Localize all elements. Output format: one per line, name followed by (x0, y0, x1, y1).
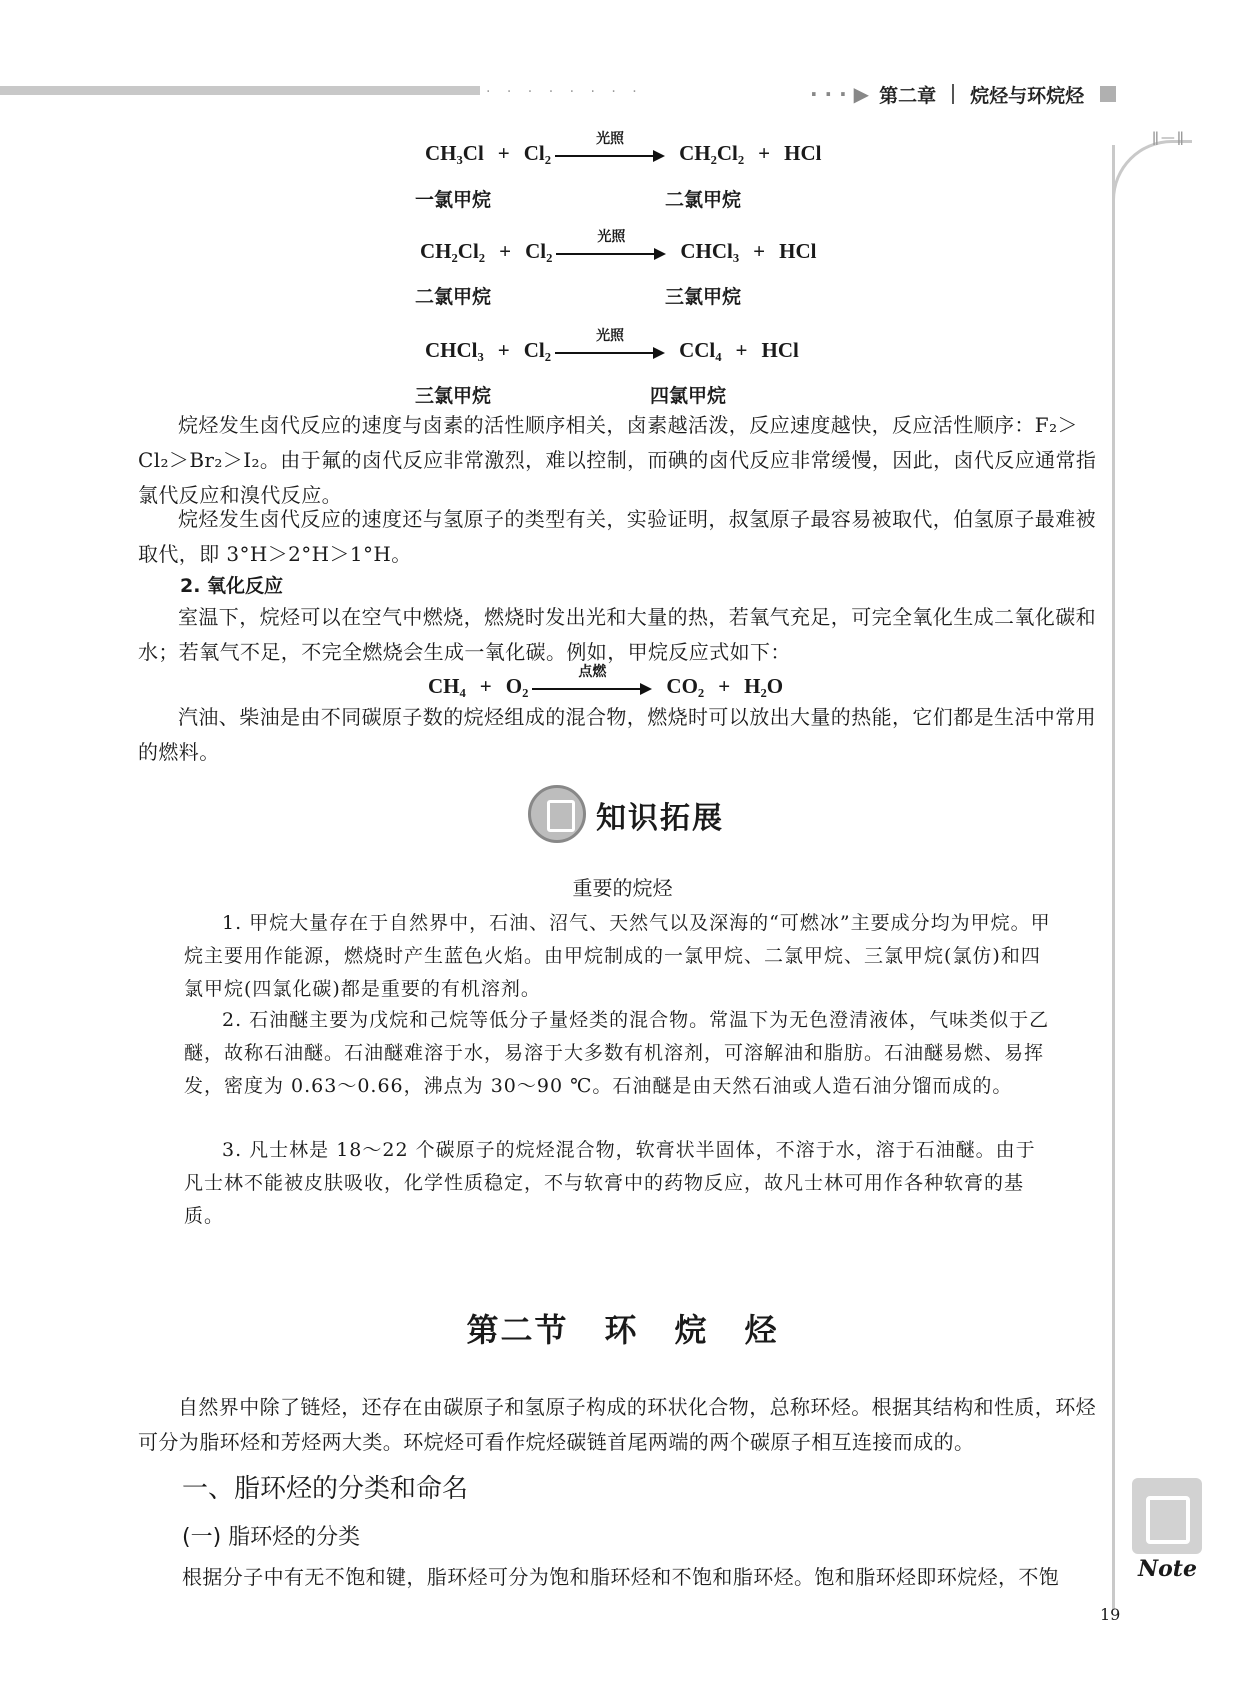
knowledge-item-1: 1. 甲烷大量存在于自然界中，石油、沼气、天然气以及深海的“可燃冰”主要成分均为甲烷。甲烷主要用作能源，燃烧时产生蓝色火焰。由甲烷制成的一氯甲烷、二氯甲烷、三氯甲烷(氯仿)和四氯甲烷(四氯化碳)都是重要的有机溶剂。 (184, 912, 1051, 1000)
note-icon (1132, 1478, 1202, 1554)
reaction-arrow: 点燃 (532, 673, 652, 699)
paragraph-fuels: 汽油、柴油是由不同碳原子数的烷烃组成的混合物，燃烧时可以放出大量的热能，它们都是生活中常用的燃料。 (138, 705, 1096, 764)
product: CO₂ (666, 674, 705, 698)
note-label: Note (1138, 1556, 1197, 1582)
product: CH₂Cl₂ (679, 141, 745, 165)
reactant: Cl₂ (525, 239, 553, 263)
header-dots: · · · · · · · · (486, 84, 643, 100)
plus-sign: + (758, 141, 771, 165)
reactant: Cl₂ (523, 141, 552, 165)
chapter-title: 烷烃与环烷烃 (970, 84, 1085, 107)
compound-name: 二氯甲烷 (665, 189, 742, 211)
compound-name: 一氯甲烷 (415, 189, 492, 211)
section-title: 第二节 环 烷 烃 (466, 1311, 779, 1349)
reaction-arrow: 光照 (555, 337, 665, 363)
knowledge-title: 知识拓展 (596, 801, 724, 836)
paragraph-combustion: 室温下，烷烃可以在空气中燃烧，燃烧时发出光和大量的热，若氧气充足，可完全氧化生成二氧化碳和水；若氧气不足，不完全燃烧会生成一氧化碳。例如，甲烷反应式如下： (138, 605, 1096, 664)
knowledge-icon (528, 785, 586, 843)
product: HCl (784, 141, 822, 165)
reactant: CH₂Cl₂ (420, 239, 486, 263)
plus-sign: + (735, 338, 748, 362)
section-intro: 自然界中除了链烃，还存在由碳原子和氢原子构成的环状化合物，总称环烃。根据其结构和性质，环烃可分为脂环烃和芳烃两大类。环烷烃可看作烷烃碳链首尾两端的两个碳原子相互连接而成的。 (138, 1395, 1096, 1454)
knowledge-subtitle: 重要的烷烃 (572, 876, 673, 900)
plus-sign: + (499, 239, 512, 263)
chevron-right-icon: · · · ▶ (810, 82, 870, 106)
running-header (810, 80, 1150, 108)
header-bar (0, 86, 480, 95)
reactant: CHCl₃ (425, 338, 484, 362)
reaction-1 (425, 131, 822, 166)
header-divider (952, 84, 954, 104)
reactant: CH₄ (428, 674, 466, 698)
margin-curve (1112, 140, 1192, 200)
reaction-3 (425, 328, 799, 363)
last-line: 根据分子中有无不饱和键，脂环烃可分为饱和脂环烃和不饱和脂环烃。饱和脂环烃即环烷烃，不饱 (182, 1565, 1060, 1589)
plus-sign: + (753, 239, 766, 263)
compound-name: 三氯甲烷 (665, 286, 742, 308)
compound-name: 四氯甲烷 (650, 385, 727, 407)
compound-name: 三氯甲烷 (415, 385, 492, 407)
heading-classification-naming: 一、脂环烃的分类和命名 (182, 1474, 469, 1504)
product: CCl₄ (679, 338, 722, 362)
reactant: Cl₂ (523, 338, 552, 362)
product: HCl (779, 239, 817, 263)
product: HCl (761, 338, 799, 362)
product: CHCl₃ (680, 239, 740, 263)
page-number: 19 (1100, 1605, 1121, 1624)
subheading-oxidation: 2. 氧化反应 (180, 575, 284, 597)
knowledge-item-2: 2. 石油醚主要为戊烷和己烷等低分子量烃类的混合物。常温下为无色澄清液体，气味类似于乙醚，故称石油醚。石油醚难溶于水，易溶于大多数有机溶剂，可溶解油和脂肪。石油醚易燃、易挥发，密度为 0.63～0.66，沸点为 30～90 ℃。石油醚是由天然石油或人造石油分馏而成的。 (184, 1009, 1050, 1097)
reaction-2 (420, 229, 817, 264)
plus-sign: + (497, 338, 510, 362)
paragraph-halogen-rate: 烷烃发生卤代反应的速度与卤素的活性顺序相关，卤素越活泼，反应速度越快，反应活性顺序：F₂＞Cl₂＞Br₂＞I₂。由于氟的卤代反应非常激烈，难以控制，而碘的卤代反应非常缓慢，因此，卤代反应通常指氯代反应和溴代反应。 (138, 413, 1097, 507)
heading-classification: (一) 脂环烃的分类 (182, 1525, 361, 1550)
chapter-label: 第二章 (879, 84, 937, 107)
reaction-arrow: 光照 (555, 140, 665, 166)
margin-mark: ǁ—ǁ (1152, 130, 1186, 146)
compound-name: 二氯甲烷 (415, 286, 492, 308)
reaction-arrow: 光照 (556, 238, 666, 264)
combustion-reaction (428, 664, 784, 699)
paragraph-hydrogen-type: 烷烃发生卤代反应的速度还与氢原子的类型有关，实验证明，叔氢原子最容易被取代，伯氢原子最难被取代，即 3°H＞2°H＞1°H。 (138, 507, 1096, 566)
square-icon (1100, 86, 1116, 102)
reactant: CH₃Cl (425, 141, 484, 165)
plus-sign: + (479, 674, 492, 698)
plus-sign: + (718, 674, 731, 698)
product: H₂O (744, 674, 784, 698)
knowledge-item-3: 3. 凡士林是 18～22 个碳原子的烷烃混合物，软膏状半固体，不溶于水，溶于石油醚。由于凡士林不能被皮肤吸收，化学性质稳定，不与软膏中的药物反应，故凡士林可用作各种软膏的基质。 (184, 1139, 1036, 1227)
reactant: O₂ (505, 674, 529, 698)
plus-sign: + (497, 141, 510, 165)
